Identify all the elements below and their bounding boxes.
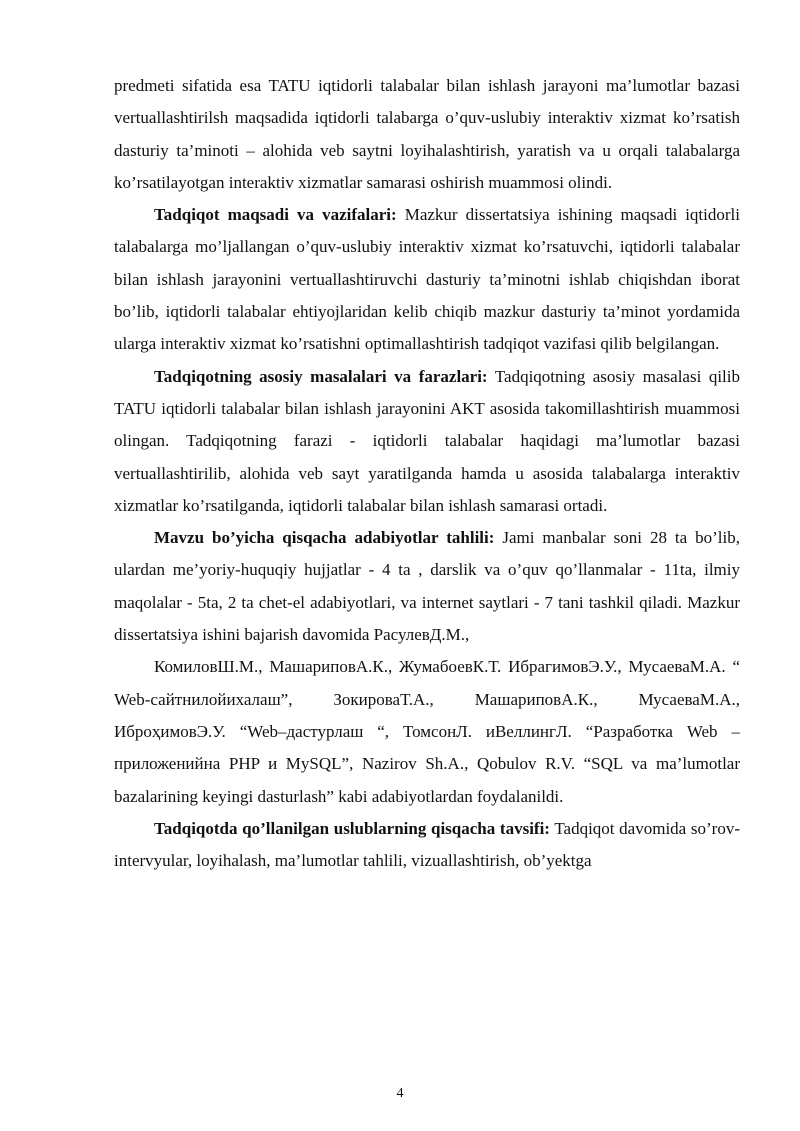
paragraph-text: Mazkur dissertatsiya ishining maqsadi iqtidorli talabalarga mo’ljallangan o’quv-uslubiy interaktiv xizmat ko’rsatuvchi, iqtidorli talabalar bilan ishlash jarayonini vertuallashtiruvchi dasturiy ta’minotni ishlab chiqishdan iborat bo’lib, iqtidorli talabalar ehtiyojlaridan kelib chiqib mazkur dasturiy ta’minot yordamida ularga interaktiv xizmat ko’rsatishni optimallashtirish tadqiqot vazifasi qilib belgilangan. xyxy=(114,205,740,354)
paragraph-heading: Tadqiqotda qo’llanilgan uslublarning qisqacha tavsifi: xyxy=(154,818,550,838)
paragraph-text: КомиловШ.М., МашариповА.К., ЖумабоевК.Т. ИбрагимовЭ.У., МусаеваМ.А. “ Web-сайтнилойихалаш”, ЗокироваТ.А., МашариповА.К., МусаеваМ.А., ИброҳимовЭ.У. “Web–дастурлаш “, ТомсонЛ. иВеллингЛ. “Разработка Web – приложенийна PHP и MySQL”, Nazirov Sh.A., Qobulov R.V. “SQL va ma’lumotlar bazalarining keyingi dasturlash” kabi adabiyotlardan foydalanildi. xyxy=(114,657,740,806)
paragraph-heading: Tadqiqotning asosiy masalalari va farazlari: xyxy=(154,366,488,386)
paragraph-text: Tadqiqotning asosiy masalasi qilib TATU iqtidorli talabalar bilan ishlash jarayonini AKT asosida takomillashtirish muammosi olingan. Tadqiqotning farazi - iqtidorli talabalar haqidagi ma’lumotlar bazasi vertuallashtirilib, alohida veb sayt yaratilganda hamda u asosida talabalarga interaktiv xizmatlar ko’rsatilganda, iqtidorli talabalar bilan ishlash samarasi ortadi. xyxy=(114,366,741,515)
paragraph-text: predmeti sifatida esa TATU iqtidorli talabalar bilan ishlash jarayoni ma’lumotlar bazasi vertuallashtirilsh maqsadida iqtidorli talabarga o’quv-uslubiy interaktiv xizmat ko’rsatish dasturiy ta’minoti – alohida veb saytni loyihalashtirish, yaratish va u orqali talabalarga ko’rsatilayotgan interaktiv xizmatlar samarasi oshirish muammosi olindi. xyxy=(114,76,740,192)
paragraph-methods xyxy=(114,813,740,878)
paragraph-heading: Mavzu bo’yicha qisqacha adabiyotlar tahlili: xyxy=(154,528,495,548)
page-number: 4 xyxy=(396,1086,404,1101)
paragraph-object xyxy=(114,70,740,199)
paragraph-hypotheses xyxy=(114,361,740,522)
paragraph-text: Jami manbalar soni 28 ta bo’lib, ulardan me’yoriy-huquqiy hujjatlar - 4 ta , darslik va o’quv qo’llanmalar - 11ta, ilmiy maqolalar - 5ta, 2 ta chet-el adabiyotlari, va internet saytlari - 7 tani tashkil qiladi. Mazkur dissertatsiya ishini bajarish davomida РасулевД.М., xyxy=(114,528,740,645)
document-body xyxy=(114,70,740,877)
paragraph-literature xyxy=(114,522,740,651)
paragraph-aims xyxy=(114,199,740,360)
paragraph-heading: Tadqiqot maqsadi va vazifalari: xyxy=(154,205,397,225)
paragraph-references xyxy=(114,651,740,812)
paragraph-text: Tadqiqot davomida so’rov-intervyular, loyihalash, ma’lumotlar tahlili, vizuallashtirish, ob’yektga xyxy=(114,818,740,871)
